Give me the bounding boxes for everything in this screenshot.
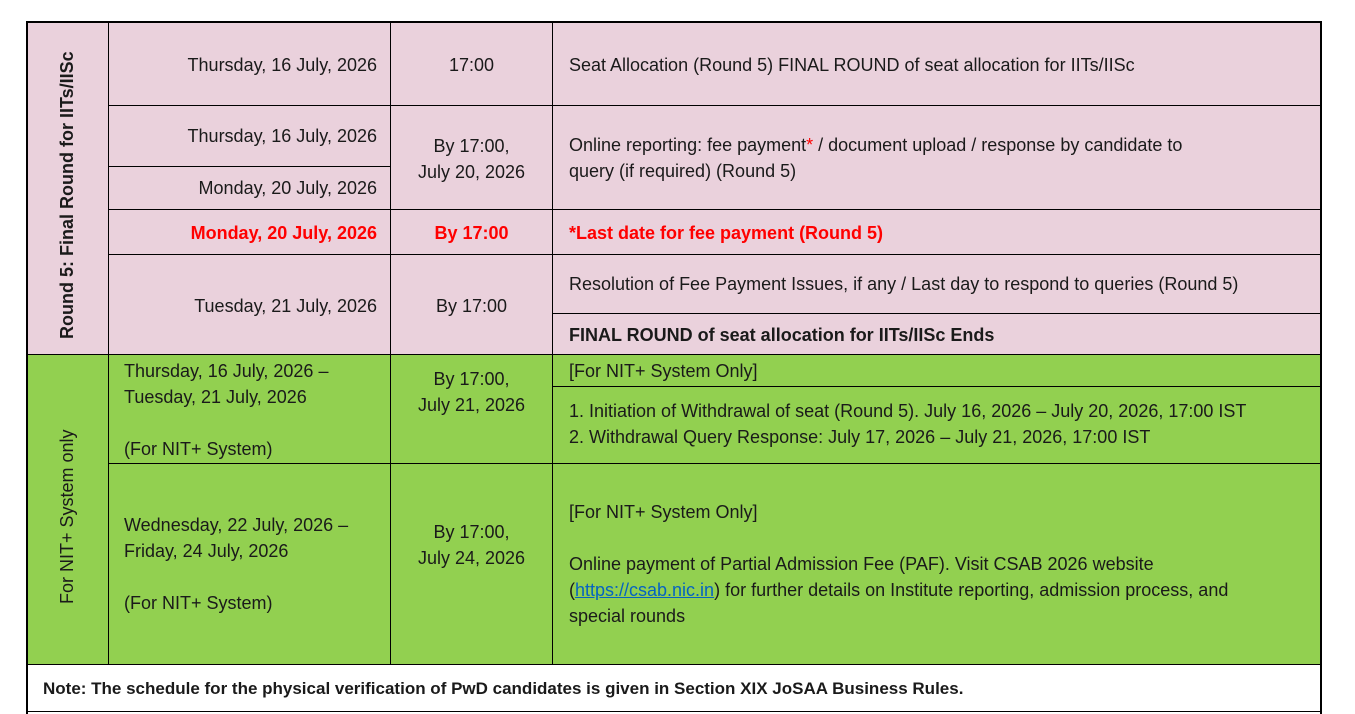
row4-event-1: Resolution of Fee Payment Issues, if any / Last day to respond to queries (Round 5) [569, 274, 1239, 294]
nit2-time-line2: July 24, 2026 [417, 548, 526, 568]
table-left-border [26, 21, 28, 714]
nit1-event-item2: 2. Withdrawal Query Response: July 17, 2026 – July 21, 2026, 17:00 IST [569, 427, 1151, 447]
nit1-date-note: (For NIT+ System) [124, 439, 273, 459]
row2-date-start: Thursday, 16 July, 2026 [187, 126, 377, 146]
round5-section-label: Round 5: Final Round for IITs/IISc [57, 51, 77, 339]
nit2-date-line2: Friday, 24 July, 2026 [124, 541, 289, 561]
section-divider [26, 354, 1322, 355]
row4-time: By 17:00 [435, 296, 508, 316]
row2-event-line2: query (if required) (Round 5) [569, 161, 797, 181]
table-top-border [26, 21, 1322, 23]
row-divider [108, 105, 1320, 106]
nit1-date-line1: Thursday, 16 July, 2026 – [124, 361, 329, 381]
row-divider [552, 386, 1320, 387]
nit1-time-line2: July 21, 2026 [417, 395, 526, 415]
col-divider-1 [108, 22, 109, 664]
nit2-time-line1: By 17:00, [433, 522, 510, 542]
row4-event-2: FINAL ROUND of seat allocation for IITs/IISc Ends [569, 325, 995, 345]
row3-event: *Last date for fee payment (Round 5) [569, 223, 884, 243]
row2-event-text: Online reporting: fee payment [569, 135, 807, 155]
nit-section-label: For NIT+ System only [57, 429, 77, 604]
table-right-border [1320, 21, 1322, 714]
nit1-event-item1: 1. Initiation of Withdrawal of seat (Round 5). July 16, 2026 – July 20, 2026, 17:00 IST [569, 401, 1247, 421]
row-divider [108, 254, 1320, 255]
note-top-border [26, 664, 1322, 665]
row3-time: By 17:00 [434, 223, 509, 243]
row2-time-line2: July 20, 2026 [417, 162, 526, 182]
footer-note: Note: The schedule for the physical verification of PwD candidates is given in Section XIX JoSAA Business Rules. [43, 679, 964, 698]
col-divider-3 [552, 22, 553, 664]
row-divider [108, 166, 390, 167]
nit2-date-line1: Wednesday, 22 July, 2026 – [124, 515, 349, 535]
nit1-date-line2: Tuesday, 21 July, 2026 [124, 387, 307, 407]
row2-time-line1: By 17:00, [433, 136, 510, 156]
row1-event: Seat Allocation (Round 5) FINAL ROUND of seat allocation for IITs/IISc [569, 55, 1135, 75]
row-divider [108, 209, 1320, 210]
paren-open: ( [569, 580, 575, 600]
row3-date: Monday, 20 July, 2026 [190, 223, 377, 243]
csab-website-link[interactable]: https://csab.nic.in [575, 580, 715, 600]
asterisk-mark: * [806, 135, 814, 155]
nit2-date-note: (For NIT+ System) [124, 593, 273, 613]
nit2-event-line3: special rounds [569, 606, 686, 626]
row1-time: 17:00 [448, 55, 495, 75]
row-divider [108, 463, 1320, 464]
row2-event-text-cont: / document upload / response by candidate to [813, 135, 1183, 155]
note-bottom-border [26, 711, 1322, 712]
row1-date: Thursday, 16 July, 2026 [187, 55, 377, 75]
nit2-event-header: [For NIT+ System Only] [569, 502, 758, 522]
row2-event-line1 [569, 132, 1182, 158]
row-divider [552, 313, 1320, 314]
row2-date-end: Monday, 20 July, 2026 [198, 178, 377, 198]
nit2-event-line2-text: ) for further details on Institute reporting, admission process, and [714, 580, 1229, 600]
row4-date: Tuesday, 21 July, 2026 [194, 296, 377, 316]
nit1-event-header: [For NIT+ System Only] [569, 361, 758, 381]
nit2-event-line1: Online payment of Partial Admission Fee (PAF). Visit CSAB 2026 website [569, 554, 1154, 574]
nit1-time-line1: By 17:00, [433, 369, 510, 389]
nit2-event-line2 [569, 577, 1228, 603]
